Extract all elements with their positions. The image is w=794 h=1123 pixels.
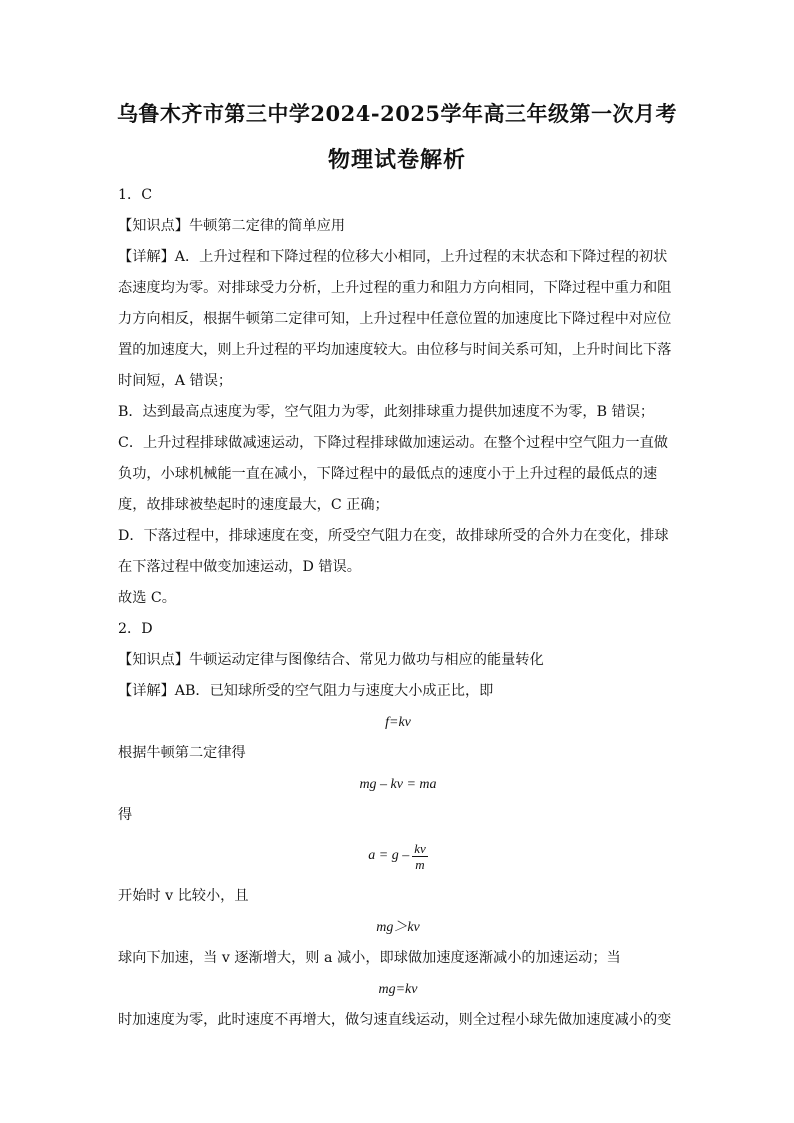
q1-detail-line: D．下落过程中，排球速度在变，所受空气阻力在变，故排球所受的合外力在变化，排球 — [118, 528, 669, 544]
q1-detail-line: 故选 C。 — [118, 590, 176, 606]
q2-detail-intro: 【详解】AB．已知球所受的空气阻力与速度大小成正比，即 — [118, 683, 494, 699]
q1-detail-line: 力方向相反，根据牛顿第二定律可知，上升过程中任意位置的加速度比下降过程中对应位 — [118, 311, 672, 327]
q1-detail-line: 度，故排球被垫起时的速度最大，C 正确； — [118, 497, 389, 513]
formula-newton: mg – kv = ma — [359, 777, 437, 792]
q2-knowledge: 【知识点】牛顿运动定律与图像结合、常见力做功与相应的能量转化 — [118, 652, 544, 668]
q2-text: 根据牛顿第二定律得 — [118, 745, 246, 761]
q1-knowledge: 【知识点】牛顿第二定律的简单应用 — [118, 218, 346, 234]
q2-text: 时加速度为零，此时速度不再增大，做匀速直线运动，则全过程小球先做加速度减小的变 — [118, 1012, 672, 1028]
fraction — [412, 841, 428, 872]
q2-text: 球向下加速，当 v 逐渐增大，则 a 减小，即球做加速度逐渐减小的加速运动；当 — [118, 950, 621, 966]
q2-answer: 2．D — [118, 621, 153, 637]
q1-answer: 1．C — [118, 187, 153, 203]
q1-detail-line: 态速度均为零。对排球受力分析，上升过程的重力和阻力方向相同，下降过程中重力和阻 — [118, 280, 672, 296]
q1-detail-line: 在下落过程中做变加速运动，D 错误。 — [118, 559, 361, 575]
q1-detail-line: 【详解】A．上升过程和下降过程的位移大小相同，上升过程的末状态和下降过程的初状 — [118, 249, 668, 265]
q1-detail-line: 时间短，A 错误； — [118, 373, 233, 389]
fraction-numerator: kv — [414, 840, 426, 856]
exam-subtitle: 物理试卷解析 — [327, 147, 466, 173]
q1-detail-line: C．上升过程排球做减速运动，下降过程排球做加速运动。在整个过程中空气阻力一直做 — [118, 435, 668, 451]
q2-text: 开始时 v 比较小，且 — [118, 888, 249, 904]
formula-acceleration — [118, 831, 678, 881]
formula-acceleration-lhs: a = g – — [368, 848, 410, 863]
formula-inequality: mg＞kv — [376, 920, 420, 935]
exam-title: 乌鲁木齐市第三中学2024-2025学年高三年级第一次月考 — [116, 101, 678, 126]
answer-content — [118, 180, 678, 1036]
formula-f-kv: f=kv — [385, 715, 411, 730]
formula-equality: mg=kv — [378, 982, 418, 997]
q2-text: 得 — [118, 807, 133, 823]
q1-detail-line: B．达到最高点速度为零，空气阻力为零，此刻排球重力提供加速度不为零，B 错误； — [118, 404, 655, 420]
fraction-denominator: m — [415, 856, 425, 872]
q1-detail-line: 置的加速度大，则上升过程的平均加速度较大。由位移与时间关系可知，上升时间比下落 — [118, 342, 672, 358]
q1-detail-line: 负功，小球机械能一直在减小，下降过程中的最低点的速度小于上升过程的最低点的速 — [118, 466, 658, 482]
